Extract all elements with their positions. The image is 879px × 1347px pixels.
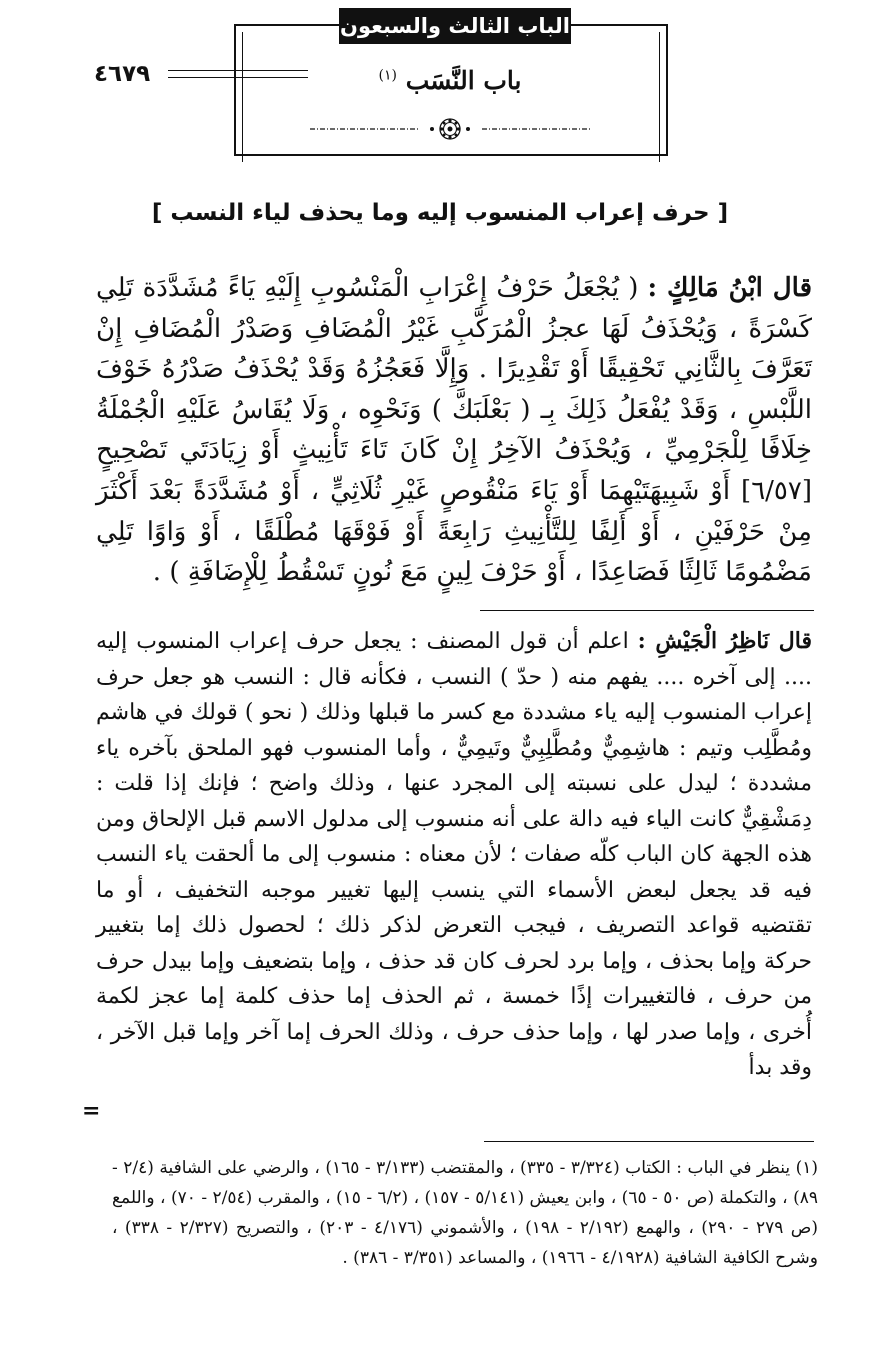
sharh-text: اعلم أن قول المصنف : يجعل حرف إعراب المنسوب إليه .... إلى آخره .... يفهم منه ( حدّ ) النسب ، فكأنه قال : النسب هو جعل حرف إعراب المنسوب إليه ياء مشددة مع كسر ما قبلها وذلك ( نحو ) قولك في هاشم ومُطَّلِب وتيم : هاشِمِيٌّ ومُطَّلِبِيٌّ وتَيمِيٌّ ، وأما المنسوب فهو الملحق بآخره ياء مشددة ؛ ليدل على نسبته إلى المجرد عنها ، وذلك واضح ؛ فإنك إذا قلت : دِمَشْقِيٌّ كانت الياء فيه دالة على أنه منسوب إلى مدلول الاسم قبل الإلحاق ومن هذه الجهة كان الباب كلّه صفات ؛ لأن معناه : منسوب إلى ما ألحقت ياء النسب فيه قد يجعل لبعض الأسماء التي ينسب إليها تغيير موجبه التخفيف ، أو ما تقتضيه قواعد التصريف ، فيجب التعرض لذكر ذلك ؛ لحصول ذلك إما بتغيير حركة وإما بحذف ، وإما برد لحرف كان قد حذف ، وإما بتضعيف وإما بيدل حرف من حرف ، فالتغييرات إذًا خمسة ، ثم الحذف إما حذف كلمة إما عجز لكمة أُخرى ، وإما صدر لها ، وإما حذف حرف ، وذلك الحرف إما آخر وإما قبل الآخر ، وقد بدأ: [96, 629, 812, 1080]
matn-author: قال ابْنُ مَالِكٍ :: [647, 273, 813, 303]
matn-text: ( يُجْعَلُ حَرْفُ إِعْرَابِ الْمَنْسُوبِ إِلَيْهِ يَاءً مُشَدَّدَة تَلِي كَسْرَةً ، وَيُحْذَفُ لَهَا عجزُ الْمُرَكَّبِ غَيْرُ الْمُضَافِ وَصَدْرُ الْمُضَافِ إِنْ تَعَرَّفَ بِالثَّانِي تَحْقِيقًا أَوْ تَقْدِيرًا . وَإِلَّا فَعَجُزُهُ وَقَدْ يُحْذَفُ صَدْرُهُ خَوْفَ اللَّبْسِ ، وَقَدْ يُفْعَلُ ذَلِكَ بِـ ( بَعْلَبَكَّ ) وَنَحْوِه ، وَلَا يُقَاسُ عَلَيْهِ الْجُمْلَةُ خِلَافًا لِلْجَرْمِيِّ ، وَيُحْذَفُ الآخِرُ إِنْ كَانَ تَاءَ تَأْنِيثٍ أَوْ زِيَادَتَي تَصْحِيحٍ [٦/٥٧] أَوْ شَبِيهَتَيْهِمَا أَوْ يَاءَ مَنْقُوصٍ غَيْرِ ثُلَاثِيٍّ ، أَوْ مُشَدَّدَةً بَعْدَ أَكْثَرَ مِنْ حَرْفَيْنِ ، أَوْ أَلِفًا لِلتَّأْنِيثِ رَابِعَةً أَوْ فَوْقَهَا مُطْلَقًا ، أَوْ وَاوًا تَلِي مَضْمُومًا ثَالِثًا فَصَاعِدًا ، أَوْ حَرْفَ لِينٍ مَعَ نُونٍ تَسْقُطُ لِلْإِضَافَةِ ) .: [96, 273, 812, 588]
sharh-paragraph: [96, 624, 812, 1086]
matn-separator: [480, 610, 814, 611]
matn-paragraph: [96, 268, 812, 593]
continuation-mark: =: [82, 1098, 101, 1124]
section-heading: [ حرف إعراب المنسوب إليه وما يحذف لياء النسب ]: [151, 200, 729, 226]
chapter-label: الباب الثالث والسبعون: [339, 8, 571, 44]
sharh-author: قال نَاظِرُ الْجَيْشِ :: [637, 628, 812, 654]
ornament-divider: [300, 117, 600, 141]
page-number-rule: [168, 77, 308, 78]
page-number-rule: [168, 70, 308, 71]
rosette-icon: [440, 119, 460, 139]
footnote-ref[interactable]: (١): [378, 67, 397, 84]
section-title: [250, 66, 650, 95]
page-number-text: ٤٦٧٩: [94, 61, 151, 87]
section-title-text: باب النَّسَب: [405, 66, 522, 95]
footnote-separator: [484, 1141, 814, 1142]
footnote: (١) ينظر في الباب : الكتاب (٣/٣٢٤ - ٣٣٥) ، والمقتضب (٣/١٣٣ - ١٦٥) ، والرضي على الشافية (٢/٤ - ٨٩) ، والتكملة (ص ٥٠ - ٦٥) ، وابن يعيش (٥/١٤١ - ١٥٧) ، (٦/٢ - ١٥) ، والمقرب (٢/٥٤ - ٧٠) ، واللمع (ص ٢٧٩ - ٢٩٠) ، والهمع (٢/١٩٢ - ١٩٨) ، والأشموني (٤/١٧٦ - ٢٠٣) ، والتصريح (٢/٣٢٧ - ٣٣٨) ، وشرح الكافية الشافية (٤/١٩٢٨ - ١٩٦٦) ، والمساعد (٣/٣٥١ - ٣٨٦) .: [112, 1158, 819, 1268]
page-number: [94, 60, 244, 90]
